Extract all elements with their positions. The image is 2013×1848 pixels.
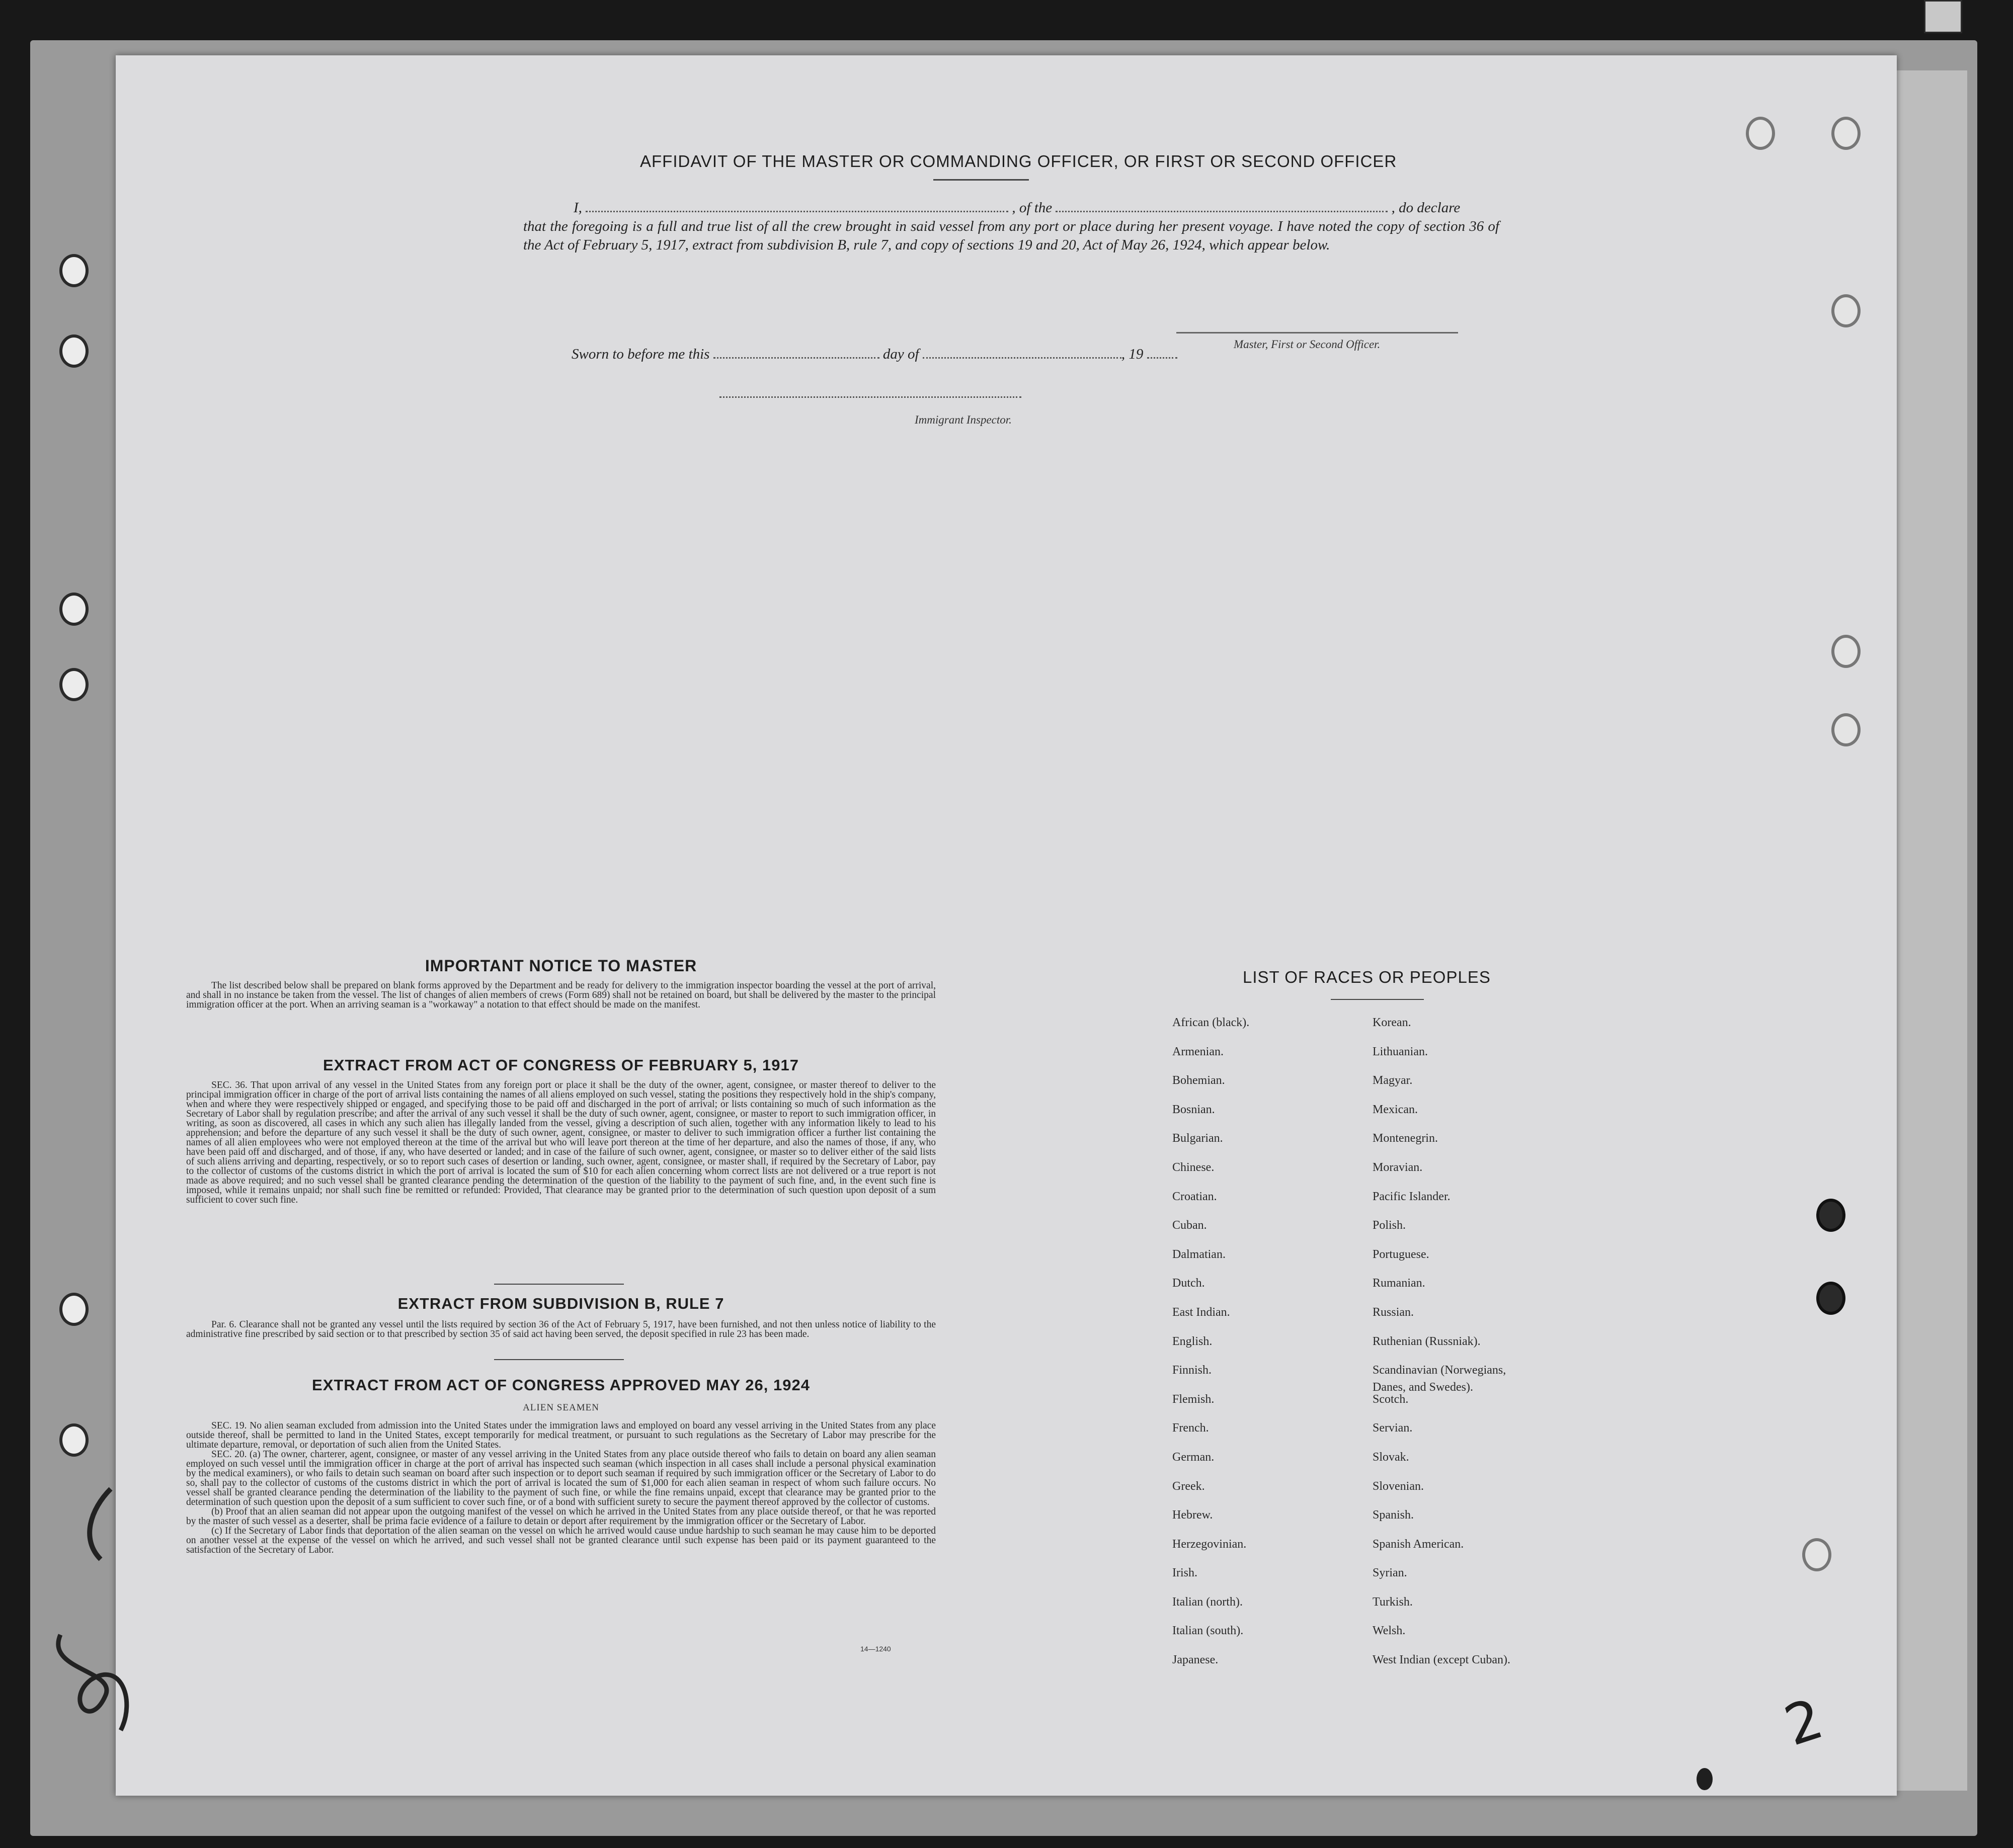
- master-signature-line[interactable]: [1176, 332, 1458, 333]
- race-item: Flemish.: [1172, 1392, 1215, 1406]
- punch-hole: [1831, 713, 1861, 746]
- punch-hole: [1746, 117, 1775, 150]
- section-20b-paragraph: (b) Proof that an alien seaman did not appear upon the outgoing manifest of the vessel on which he arrived in the United States from any place outside thereof, or that he was reported by the master of such vessel as a deserter, shall be prima facie evidence of a failure to detain or deport after requirement by the immigration officer or the Secretary of Labor.: [186, 1506, 936, 1527]
- races-title-divider: [1331, 999, 1424, 1000]
- race-item: Syrian.: [1373, 1566, 1407, 1580]
- race-item: Moravian.: [1373, 1160, 1423, 1174]
- day-of-label: day of: [882, 346, 919, 362]
- declarant-name-field[interactable]: [586, 199, 1008, 212]
- punch-hole: [1831, 635, 1861, 668]
- inspector-signature-line[interactable]: [719, 396, 1021, 398]
- notice-paragraph: The list described below shall be prepared on blank forms approved by the Department and be ready for delivery to the immigration inspector boarding the vessel at the port of arrival, and shall in no instance be taken from the vessel. The list of changes of alien members of crews (Form 689) shall not be retained on board, but shall be delivered by the master to the principal immigration officer at the port. When an arriving seaman is a "workaway" a notation to that effect should be made on the manifest.: [186, 980, 936, 1010]
- race-item: West Indian (except Cuban).: [1373, 1653, 1510, 1667]
- races-left-column: [1172, 1014, 1249, 1681]
- do-declare-label: , do declare: [1391, 200, 1461, 216]
- sworn-day-field[interactable]: [713, 345, 879, 359]
- section-20c-paragraph: (c) If the Secretary of Labor finds that deportation of the alien seaman on the vessel on which he arrived would cause undue hardship to such seaman he may cause him to be deported on another vessel at the expense of the vessel on which he arrived, and such vessel shall not be granted clearance until such expense has been paid or its payment guaranteed to the satisfaction of the Secretary of Labor.: [186, 1526, 936, 1555]
- section-36-paragraph: SEC. 36. That upon arrival of any vessel in the United States from any foreign port or place it shall be the duty of the owner, agent, consignee, or master thereof to deliver to the principal immigration officer in charge of the port of arrival lists containing the names of all aliens employed on such vessel, stating the positions they respectively hold in the ship's company, when and where they were respectively shipped or engaged, and specifying those to be paid off and discharged in the port of arrival; or lists containing so much of such information as the Secretary of Labor shall by regulation prescribe; and after the arrival of any such vessel it shall be the duty of such owner, agent, consignee, or master to report to such immigration officer, in writing, as soon as discovered, all cases in which any such alien has illegally landed from the vessel, giving a description of such alien, together with any information likely to lead to his apprehension; and before the departure of any such vessel it shall be the duty of such owner, agent, consignee, or master to deliver to such immigration officer a further list containing the names of all alien employees who were not employed thereon at the time of the arrival but who will leave port thereon at the time of her departure, and also the names of those, if any, who have been paid off and discharged, and of those, if any, who have deserted or landed; and in case of the failure of such owner, agent, consignee, or master so to deliver either of the said lists of such aliens arriving and departing, respectively, or so to report such cases of desertion or landing, such owner, agent, consignee, or master shall, if required by the Secretary of Labor, pay to the collector of customs of the customs district in which the port of arrival is located the sum of $10 for each alien concerning whom correct lists are not delivered or a true report is not made as above required; and no such vessel shall be granted clearance pending the determination of the question of the liability to the payment of such fine, and, in the event such fine is imposed, while it remains unpaid; nor shall such fine be remitted or refunded: Provided, That clearance may be granted prior to the determination of such question upon deposit of a sum sufficient to cover such fine.: [186, 1080, 936, 1205]
- race-item: Korean.: [1373, 1016, 1411, 1029]
- sworn-year-field[interactable]: [1147, 345, 1177, 359]
- race-item: Polish.: [1373, 1219, 1406, 1232]
- race-item: Bulgarian.: [1172, 1132, 1223, 1145]
- race-item: Croatian.: [1172, 1190, 1217, 1203]
- race-item: Dalmatian.: [1172, 1247, 1226, 1261]
- punch-hole: [59, 334, 89, 368]
- par-6-paragraph: Par. 6. Clearance shall not be granted any vessel until the lists required by section 36 of the Act of February 5, 1917, have been furnished, and not then unless notice of liability to the administrative fine prescribed by said section or to that prescribed by section 35 of said act having been served, the deposit specified in rule 23 has been made.: [186, 1319, 936, 1339]
- race-item: Finnish.: [1172, 1364, 1212, 1377]
- race-item: Herzegovinian.: [1172, 1537, 1247, 1551]
- race-item: Bohemian.: [1172, 1074, 1225, 1087]
- race-item: Lithuanian.: [1373, 1045, 1428, 1058]
- race-item: Russian.: [1373, 1305, 1414, 1319]
- punch-hole: [1816, 1282, 1845, 1315]
- race-item: Italian (north).: [1172, 1595, 1243, 1609]
- race-item: Pacific Islander.: [1373, 1190, 1451, 1203]
- section-divider: [494, 1284, 624, 1285]
- section-divider: [494, 1359, 624, 1360]
- race-item: French.: [1172, 1421, 1209, 1435]
- declarant-line: [523, 199, 1499, 217]
- master-signature-caption: Master, First or Second Officer.: [1234, 338, 1381, 351]
- punch-hole: [59, 1293, 89, 1326]
- extract-rule7-title: EXTRACT FROM SUBDIVISION B, RULE 7: [397, 1295, 724, 1312]
- race-item: Welsh.: [1373, 1624, 1406, 1638]
- race-item: Bosnian.: [1172, 1103, 1215, 1116]
- punch-hole: [1831, 294, 1861, 327]
- punch-hole: [59, 1423, 89, 1457]
- extract-1917-body: [186, 1080, 936, 1205]
- race-item: Japanese.: [1172, 1653, 1219, 1667]
- race-item: Rumanian.: [1373, 1277, 1425, 1290]
- sworn-label: Sworn to before me this: [572, 346, 710, 362]
- race-item: Italian (south).: [1172, 1624, 1244, 1638]
- section-20a-paragraph: SEC. 20. (a) The owner, charterer, agent, consignee, or master of any vessel arriving in the United States from any place outside thereof who fails to detain on board any alien seaman employed on such vessel until the immigration officer in charge at the port of arrival has inspected such seaman (which inspection in all cases shall include a personal physical examination by the medical examiners), or who fails to detain such seaman on board after such inspection or to deport such seaman if required by such immigration officer or the Secretary of Labor to do so, shall pay to the collector of customs of the customs district in which the port of arrival is located the sum of $1,000 for each alien seaman in respect of whom such failure occurs. No vessel shall be granted clearance pending the determination of the liability to the payment of such fine, or while the fine remains unpaid, except that clearance may be granted prior to the determination of such question upon the deposit of a sum sufficient to cover such fine, or of a bond with sufficient surety to secure the payment thereof approved by the collector of customs.: [186, 1449, 936, 1507]
- section-19-paragraph: SEC. 19. No alien seaman excluded from admission into the United States under the immigration laws and employed on board any vessel arriving in the United States from any place outside thereof, shall be permitted to land in the United States, except temporarily for medical treatment, or pursuant to such regulations as the Secretary of Labor may prescribe for the ultimate departure, removal, or deportation of such alien from the United States.: [186, 1420, 936, 1450]
- handwritten-page-number: 2: [1777, 1686, 1831, 1758]
- binder-tab: [1924, 0, 1962, 33]
- race-item: Chinese.: [1172, 1160, 1215, 1174]
- sworn-month-field[interactable]: [923, 345, 1121, 359]
- affidavit-body: that the foregoing is a full and true list of all the crew brought in said vessel from any port or place during her present voyage. I have noted the copy of section 36 of the Act of February 5, 1917, extract from subdivision B, rule 7, and copy of sections 19 and 20, Act of May 26, 1924, which appear below.: [523, 218, 1499, 253]
- race-item: Dutch.: [1172, 1277, 1205, 1290]
- punch-hole: [59, 254, 89, 287]
- inspector-caption: Immigrant Inspector.: [915, 413, 1012, 426]
- punch-hole: [1831, 117, 1861, 150]
- race-item: Armenian.: [1172, 1045, 1224, 1058]
- race-item: Greek.: [1172, 1479, 1205, 1493]
- race-item: Magyar.: [1373, 1074, 1413, 1087]
- race-item: Montenegrin.: [1373, 1132, 1438, 1145]
- vessel-name-field[interactable]: [1056, 199, 1388, 212]
- punch-hole: [1816, 1199, 1845, 1232]
- extract-1924-title: EXTRACT FROM ACT OF CONGRESS APPROVED MAY 26, 1924: [312, 1376, 810, 1394]
- race-item: Scandinavian (Norwegians, Danes, and Swedes).: [1373, 1364, 1506, 1394]
- alien-seamen-subtitle: ALIEN SEAMEN: [523, 1402, 599, 1413]
- extract-1917-title: EXTRACT FROM ACT OF CONGRESS OF FEBRUARY 5, 1917: [323, 1056, 799, 1074]
- race-item: Portuguese.: [1373, 1247, 1429, 1261]
- of-the-label: , of the: [1012, 200, 1053, 216]
- affidavit-text: [523, 199, 1499, 255]
- race-item: Mexican.: [1373, 1103, 1418, 1116]
- affidavit-title: AFFIDAVIT OF THE MASTER OR COMMANDING OFFICER, OR FIRST OR SECOND OFFICER: [640, 152, 1397, 171]
- races-title: LIST OF RACES OR PEOPLES: [1243, 968, 1491, 986]
- sworn-line: [572, 345, 1177, 363]
- race-item: Slovenian.: [1373, 1479, 1424, 1493]
- punch-hole: [59, 668, 89, 701]
- extract-rule7-body: [186, 1320, 936, 1339]
- punch-hole: [59, 593, 89, 626]
- title-divider: [933, 179, 1029, 181]
- race-item: German.: [1172, 1450, 1215, 1464]
- race-item: Cuban.: [1172, 1219, 1207, 1232]
- race-item: Irish.: [1172, 1566, 1197, 1580]
- race-item: Hebrew.: [1172, 1508, 1213, 1522]
- notice-title: IMPORTANT NOTICE TO MASTER: [425, 957, 697, 975]
- extract-1924-body: [186, 1421, 936, 1555]
- race-item: Scotch.: [1373, 1392, 1409, 1406]
- races-right-column: [1373, 1014, 1510, 1681]
- i-label: I,: [574, 200, 582, 216]
- handwritten-scribble: [35, 1479, 146, 1740]
- notice-body: [186, 981, 936, 1010]
- race-item: Servian.: [1373, 1421, 1413, 1435]
- punch-hole: [1802, 1538, 1831, 1571]
- race-item: Spanish.: [1373, 1508, 1414, 1522]
- race-item: Slovak.: [1373, 1450, 1409, 1464]
- race-item: Spanish American.: [1373, 1537, 1464, 1551]
- race-item: Ruthenian (Russniak).: [1373, 1334, 1481, 1348]
- race-item: Turkish.: [1373, 1595, 1413, 1609]
- year-label: , 19: [1121, 346, 1144, 362]
- ink-blot: [1697, 1768, 1713, 1790]
- race-item: East Indian.: [1172, 1305, 1230, 1319]
- form-number: 14—1240: [860, 1645, 891, 1653]
- race-item: English.: [1172, 1334, 1213, 1348]
- race-item: African (black).: [1172, 1016, 1250, 1029]
